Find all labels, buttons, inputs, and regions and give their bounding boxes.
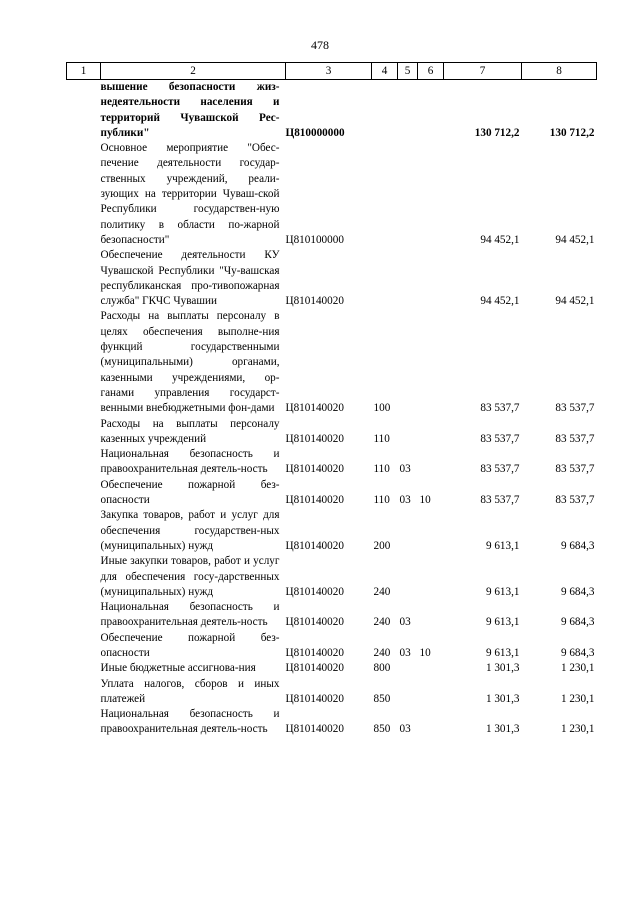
cell-value-2: 94 452,1 [555, 295, 595, 308]
cell-empty [67, 478, 101, 509]
cell-code: Ц810140020 [285, 539, 344, 552]
header-col-6: 6 [418, 63, 444, 80]
header-col-8: 8 [522, 63, 597, 80]
cell-value-1: 1 301,3 [485, 662, 520, 675]
cell-pr [418, 661, 444, 676]
table-row [67, 661, 597, 676]
cell-value-2: 1 230,1 [560, 692, 595, 705]
cell-rz [398, 508, 418, 554]
cell-name: Национальная безопасность и правоохранительная деятель-ность [100, 601, 280, 629]
cell-empty [67, 677, 101, 708]
cell-name: Расходы на выплаты персоналу казенных учреждений [100, 417, 280, 445]
page-number: 478 [311, 38, 329, 52]
cell-value-1: 9 613,1 [485, 539, 520, 552]
cell-value-1: 83 537,7 [480, 494, 520, 507]
cell-code: Ц810100000 [285, 233, 344, 246]
cell-empty [67, 141, 101, 248]
cell-value-1: 1 301,3 [485, 692, 520, 705]
table-row [67, 707, 597, 738]
cell-pr [418, 600, 444, 631]
cell-code: Ц810140020 [285, 616, 344, 629]
cell-empty [67, 309, 101, 416]
cell-empty [67, 554, 101, 600]
cell-value-2: 9 684,3 [560, 585, 595, 598]
cell-pr [418, 80, 444, 142]
header-col-5: 5 [398, 63, 418, 80]
table-row [67, 447, 597, 478]
cell-rz [398, 677, 418, 708]
cell-code: Ц810140020 [285, 662, 344, 675]
cell-value-1: 1 301,3 [485, 723, 520, 736]
cell-name: вышение безопасности жиз-недеятельности населения и территорий Чувашской Рес-публики" [100, 81, 280, 139]
table-row [67, 309, 597, 416]
cell-value-1: 94 452,1 [480, 295, 520, 308]
header-col-2: 2 [101, 63, 286, 80]
cell-value-2: 9 684,3 [560, 646, 595, 659]
cell-pr [418, 141, 444, 248]
cell-vr [372, 80, 398, 142]
cell-value-1: 83 537,7 [480, 432, 520, 445]
cell-code: Ц810140020 [285, 585, 344, 598]
cell-pr [418, 309, 444, 416]
cell-name: Обеспечение деятельности КУ Чувашской Республики "Чу-вашская республиканская про-тивопожарная служба" ГКЧС Чувашии [100, 249, 280, 308]
cell-rz [398, 417, 418, 448]
cell-code: Ц810000000 [285, 126, 345, 139]
cell-code: Ц810140020 [285, 432, 344, 445]
cell-rz [398, 141, 418, 248]
table-row [67, 631, 597, 662]
budget-table [66, 62, 597, 738]
cell-name: Иные бюджетные ассигнова-ния [100, 662, 256, 675]
cell-rz [398, 309, 418, 416]
cell-code: Ц810140020 [285, 463, 344, 476]
table-row [67, 508, 597, 554]
cell-vr: 240 [373, 646, 391, 659]
cell-empty [67, 248, 101, 309]
cell-vr: 100 [373, 402, 391, 415]
cell-vr: 240 [373, 616, 391, 629]
cell-rz [398, 661, 418, 676]
cell-value-2: 94 452,1 [555, 233, 595, 246]
cell-name: Национальная безопасность и правоохранительная деятель-ность [100, 708, 280, 736]
cell-vr: 800 [373, 662, 391, 675]
cell-value-2: 1 230,1 [560, 662, 595, 675]
cell-pr: 10 [419, 646, 431, 659]
cell-rz: 03 [399, 723, 411, 736]
cell-empty [67, 661, 101, 676]
cell-vr: 850 [373, 692, 391, 705]
table-row [67, 141, 597, 248]
cell-pr [418, 248, 444, 309]
cell-value-1: 130 712,2 [474, 126, 520, 139]
cell-value-1: 94 452,1 [480, 233, 520, 246]
cell-pr [418, 417, 444, 448]
cell-name: Основное мероприятие "Обес-печение деятельности государ-ственных учреждений, реали-зующих на территории Чуваш-ской Республики государствен-ную политику в области по-жарной безопасности" [100, 142, 280, 246]
cell-value-2: 9 684,3 [560, 616, 595, 629]
cell-vr: 200 [373, 539, 391, 552]
cell-name: Обеспечение пожарной без-опасности [100, 478, 280, 507]
cell-value-2: 130 712,2 [549, 126, 595, 139]
cell-name: Иные закупки товаров, работ и услуг для обеспечения госу-дарственных (муниципальных) нужд [100, 555, 280, 598]
cell-empty [67, 80, 101, 142]
cell-pr: 10 [419, 494, 431, 507]
cell-value-2: 1 230,1 [560, 723, 595, 736]
cell-value-1: 9 613,1 [485, 585, 520, 598]
cell-value-2: 83 537,7 [555, 432, 595, 445]
cell-rz: 03 [399, 646, 411, 659]
cell-rz: 03 [399, 616, 411, 629]
cell-pr [418, 508, 444, 554]
cell-rz: 03 [399, 463, 411, 476]
cell-pr [418, 447, 444, 478]
cell-vr: 110 [373, 463, 390, 476]
cell-code: Ц810140020 [285, 494, 344, 507]
cell-value-2: 83 537,7 [555, 494, 595, 507]
cell-rz: 03 [399, 494, 411, 507]
cell-vr: 850 [373, 723, 391, 736]
cell-empty [67, 508, 101, 554]
cell-vr: 110 [373, 432, 390, 445]
table-row [67, 677, 597, 708]
cell-value-2: 9 684,3 [560, 539, 595, 552]
cell-empty [67, 417, 101, 448]
cell-name: Уплата налогов, сборов и иных платежей [100, 677, 280, 705]
header-col-3: 3 [286, 63, 372, 80]
header-col-1: 1 [67, 63, 101, 80]
cell-empty [67, 631, 101, 662]
cell-code: Ц810140020 [285, 723, 344, 736]
table-row [67, 554, 597, 600]
cell-value-1: 9 613,1 [485, 616, 520, 629]
cell-vr [372, 248, 398, 309]
cell-vr: 240 [373, 585, 391, 598]
cell-empty [67, 447, 101, 478]
cell-value-1: 83 537,7 [480, 402, 520, 415]
cell-code: Ц810140020 [285, 692, 344, 705]
cell-name: Расходы на выплаты персоналу в целях обеспечения выполне-ния функций государственными (муниципальными) органами, казенными учреждениями, ор-ганами управления государст-венными внебюджетными фон-дами [100, 310, 280, 415]
cell-name: Национальная безопасность и правоохранительная деятель-ность [100, 448, 280, 476]
cell-rz [398, 554, 418, 600]
cell-code: Ц810140020 [285, 646, 344, 659]
cell-pr [418, 707, 444, 738]
cell-vr: 110 [373, 494, 390, 507]
cell-empty [67, 600, 101, 631]
cell-pr [418, 677, 444, 708]
cell-code: Ц810140020 [285, 402, 344, 415]
table-row [67, 600, 597, 631]
cell-name: Закупка товаров, работ и услуг для обеспечения государствен-ных (муниципальных) нужд [100, 509, 280, 552]
cell-rz [398, 248, 418, 309]
table-row [67, 248, 597, 309]
cell-code: Ц810140020 [285, 295, 344, 308]
cell-value-2: 83 537,7 [555, 402, 595, 415]
table-row [67, 478, 597, 509]
cell-value-1: 83 537,7 [480, 463, 520, 476]
cell-empty [67, 707, 101, 738]
table-header-row [67, 63, 597, 80]
cell-name: Обеспечение пожарной без-опасности [100, 631, 280, 659]
cell-pr [418, 554, 444, 600]
table-body [67, 80, 597, 738]
table-row [67, 417, 597, 448]
table-row [67, 80, 597, 142]
cell-value-1: 9 613,1 [485, 646, 520, 659]
cell-vr [372, 141, 398, 248]
header-col-4: 4 [372, 63, 398, 80]
header-col-7: 7 [444, 63, 522, 80]
cell-value-2: 83 537,7 [555, 463, 595, 476]
cell-rz [398, 80, 418, 142]
